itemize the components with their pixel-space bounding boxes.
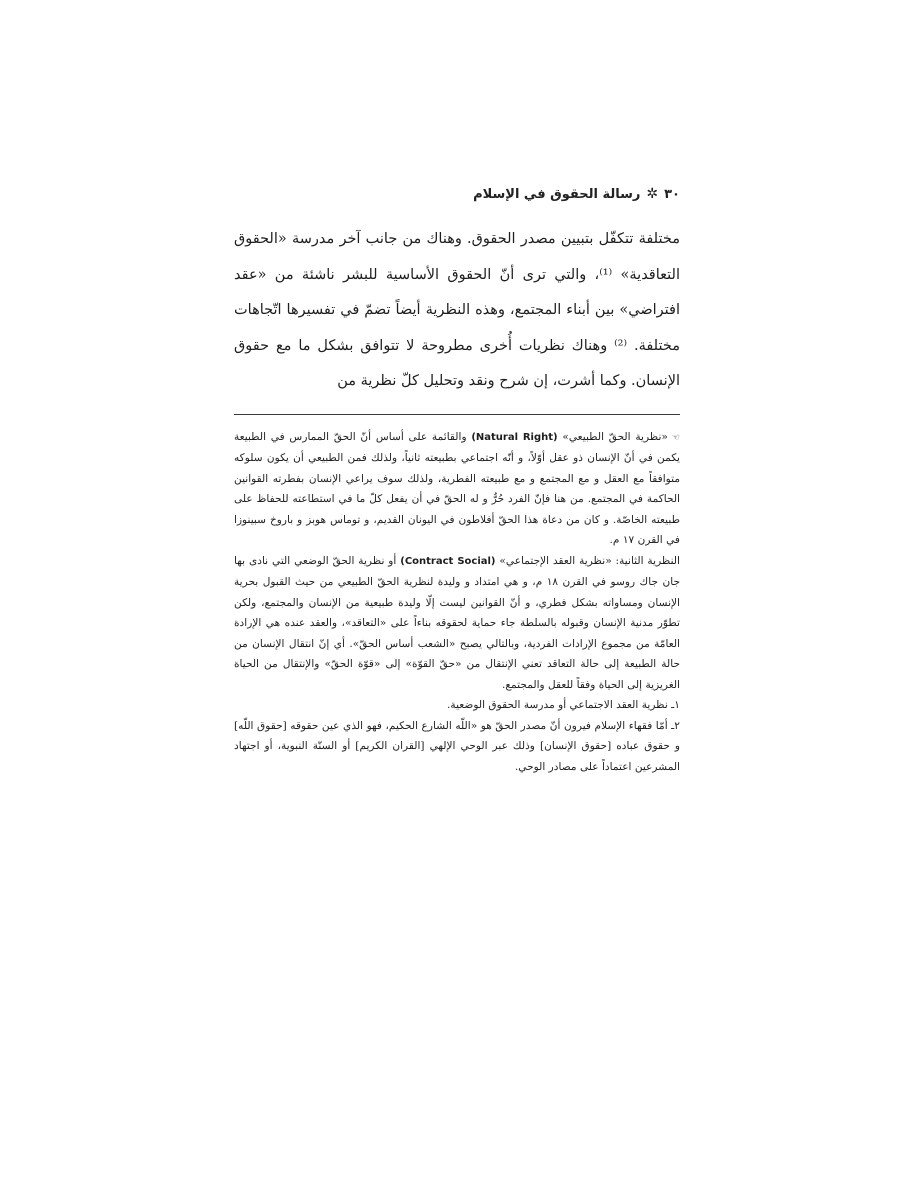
footnote-text: «نظرية الحقّ الطبيعي» bbox=[562, 430, 668, 443]
book-title: رسالة الحقوق في الإسلام bbox=[473, 186, 641, 202]
footnote-social-contract bbox=[234, 551, 680, 696]
footnote-1: ١ـ نظرية العقد الاجتماعي أو مدرسة الحقوق الوضعية. bbox=[447, 699, 680, 711]
footnote-latin-term: (Natural Right) bbox=[471, 431, 558, 443]
body-text bbox=[234, 222, 680, 400]
footnote-latin-term: (Contract Social) bbox=[400, 555, 496, 567]
footnotes bbox=[234, 427, 680, 778]
pointing-hand-icon: ☜ bbox=[671, 432, 680, 443]
page-number: ٣٠ bbox=[664, 186, 680, 202]
footnote-natural-right bbox=[234, 427, 680, 551]
footnote-text: النظرية الثانية: «نظرية العقد الإجتماعي» bbox=[499, 554, 680, 567]
running-header bbox=[234, 182, 680, 206]
book-page bbox=[234, 182, 680, 777]
ornament-icon: ✲ bbox=[646, 186, 659, 202]
footnote-2: ٢ـ أمّا فقهاء الإسلام فيرون أنّ مصدر الحقّ هو «اللّه الشارع الحكيم، فهو الذي عين حقوقه [حقوق اللّه] و حقوق عباده [حقوق الإنسان] وذلك عبر الوحي الإلهي [القران الكريم] أو السنّة النبوية، أو اجتهاد المشرعين اعتماداً على مصادر الوحي. bbox=[234, 719, 680, 773]
footnote-text: أو نظرية الحقّ الوضعي التي نادى بها جان جاك روسو في القرن ١٨ م، و هي امتداد و وليدة لنظرية الحقّ الطبيعي من حيث القبول بحرية الإنسان ومساواته بشكل فطري، و أنّ القوانين ليست إلّا وليدة طبيعية من الإنسان والمجتمع، ولكن تطوّر مدنية الإنسان وقبوله بالسلطة جاء حماية لحقوقه بناءاً على «التعاقد»، والعقد عنده هي الإرادة العامّة من مجموع الإرادات الفردية، وبالتالي يصبح «الشعب أساس الحقّ». أي إنّ انتقال الإنسان من حالة الطبيعة إلى حالة التعاقد تعني الإنتقال من «حقّ القوّة» إلى «قوّة الحقّ» والإنتقال من الحياة الغريزية إلى الحياة وفقاً للعقل والمجتمع. bbox=[234, 554, 681, 691]
footnote-divider bbox=[234, 414, 680, 415]
footnote-text: والقائمة على أساس أنّ الحقّ الممارس في الطبيعة يكمن في أنّ الإنسان ذو عقل أوّلاً، و أنّه اجتماعي بطبيعته ثانياً، ولذلك فمن الطبيعي أن يكون سلوكه متوافقاً مع العقل و مع المجتمع و مع طبيعته الفطرية، ولذلك سوف يراعي الإنسان بفطرته القوانين الحاكمة في المجتمع. من هنا فإنّ الفرد حُرٌّ و له الحقّ في أن يفعل كلّ ما في استطاعته للحفاظ على طبيعته الخاصّة. و كان من دعاة هذا الحقّ أفلاطون في اليونان القديم، و توماس هوبز و باروخ سبينوزا في القرن ١٧ م. bbox=[234, 430, 680, 546]
body-paragraph: مختلفة تتكفّل بتبيين مصدر الحقوق. وهناك من جانب آخر مدرسة «الحقوق التعاقدية» ⁽¹⁾، والتي ترى أنّ الحقوق الأساسية للبشر ناشئة من «عقد افتراضي» بين أبناء المجتمع، وهذه النظرية أيضاً تضمّ في تفسيرها اتّجاهات مختلفة. ⁽²⁾ وهناك نظريات أُخرى مطروحة لا تتوافق بشكل ما مع حقوق الإنسان. وكما أشرت، إن شرح ونقد وتحليل كلّ نظرية من bbox=[234, 231, 680, 389]
